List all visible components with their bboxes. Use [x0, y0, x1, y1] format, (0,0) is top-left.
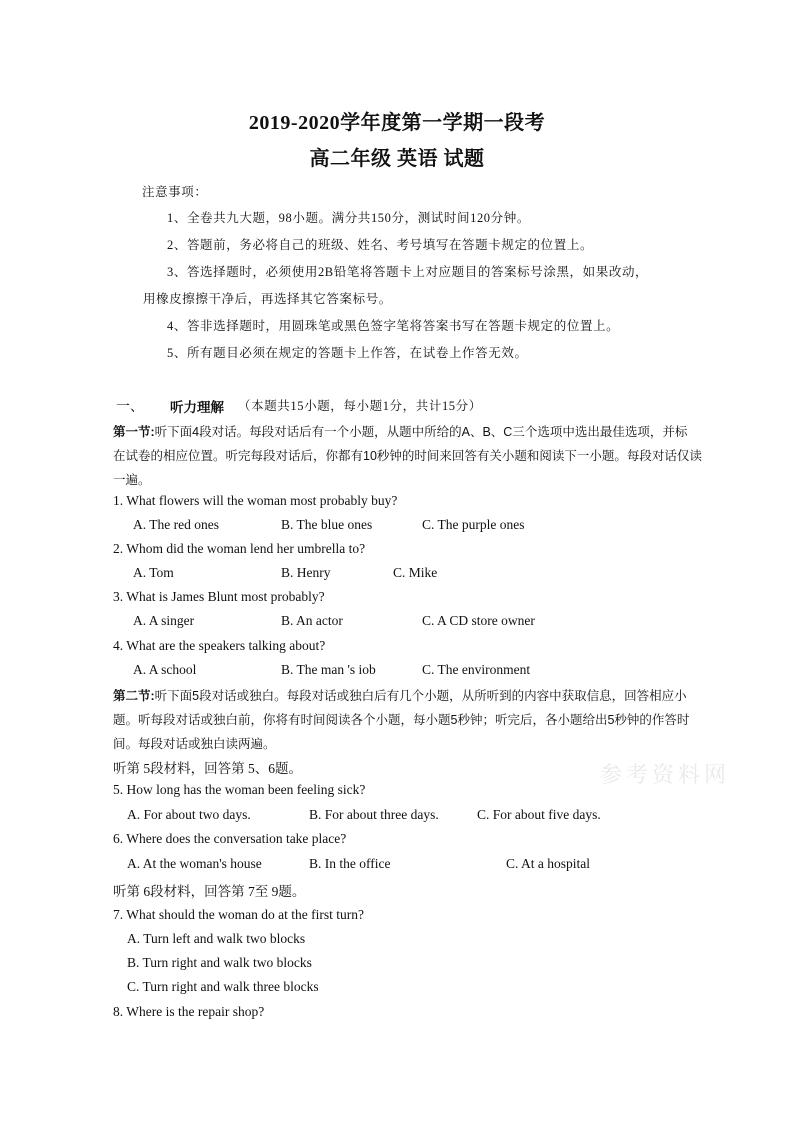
option-b: B. An actor — [281, 613, 343, 628]
option-a: A. Turn left and walk two blocks — [127, 931, 306, 946]
notice-item: 1、全卷共九大题，98小题。满分共150分，测试时间120分钟。 — [167, 211, 530, 225]
option-b: B. For about three days. — [309, 807, 439, 822]
material-heading: 听第 6段材料，回答第 7至 9题。 — [113, 884, 306, 899]
option-c: C. For about five days. — [477, 807, 601, 822]
section-note: （本题共15小题，每小题1分，共计15分） — [238, 399, 482, 413]
section-name: 听力理解 — [170, 400, 224, 415]
exam-subtitle: 高二年级 英语 试题 — [309, 148, 485, 170]
option-a: A. A singer — [133, 613, 195, 628]
watermark: 参考资料网 — [600, 763, 731, 788]
option-a: A. Tom — [133, 565, 174, 580]
question-text: 4. What are the speakers talking about? — [113, 638, 326, 653]
option-a: A. The red ones — [133, 517, 219, 532]
part1-instructions — [113, 422, 687, 440]
notice-item: 2、答题前，务必将自己的班级、姓名、考号填写在答题卡规定的位置上。 — [167, 238, 594, 252]
instruction-line: 一遍。 — [113, 473, 151, 487]
part-label: 第二节: — [113, 689, 155, 703]
exam-title: 2019-2020学年度第一学期一段考 — [248, 112, 546, 134]
question-text: 1. What flowers will the woman most probably buy? — [113, 493, 398, 508]
instruction-text: 听下面5段对话或独白。每段对话或独白后有几个小题，从所听到的内容中获取信息，回答相应小 — [154, 689, 687, 703]
part-label: 第一节: — [113, 425, 155, 439]
question-text: 3. What is James Blunt most probably? — [113, 589, 325, 604]
notice-item: 用橡皮擦擦干净后，再选择其它答案标号。 — [143, 292, 392, 306]
question-text: 5. How long has the woman been feeling sick? — [113, 782, 366, 797]
instruction-text: 听下面4段对话。每段对话后有一个小题，从题中所给的A、B、C三个选项中选出最佳选项，并标 — [154, 425, 688, 439]
question-text: 7. What should the woman do at the first turn? — [113, 907, 364, 922]
option-c: C. At a hospital — [506, 856, 590, 871]
notice-item: 4、答非选择题时，用圆珠笔或黑色签字笔将答案书写在答题卡规定的位置上。 — [167, 319, 620, 333]
section-number: 一、 — [116, 400, 144, 415]
option-b: B. In the office — [309, 856, 391, 871]
option-b: B. Henry — [281, 565, 331, 580]
notice-heading: 注意事项： — [142, 185, 208, 199]
notice-item: 3、答选择题时，必须使用2B铅笔将答题卡上对应题目的答案标号涂黑，如果改动， — [167, 265, 649, 279]
material-heading: 听第 5段材料，回答第 5、6题。 — [113, 761, 302, 776]
option-b: B. The blue ones — [281, 517, 373, 532]
option-a: A. At the woman's house — [127, 856, 262, 871]
option-a: A. A school — [133, 662, 197, 677]
notice-item: 5、所有题目必须在规定的答题卡上作答，在试卷上作答无效。 — [167, 346, 528, 360]
option-c: C. The environment — [422, 662, 531, 677]
option-c: C. The purple ones — [422, 517, 525, 532]
part2-instructions — [113, 686, 687, 704]
option-a: A. For about two days. — [127, 807, 251, 822]
option-c: C. A CD store owner — [422, 613, 535, 628]
question-text: 6. Where does the conversation take place? — [113, 831, 347, 846]
question-text: 2. Whom did the woman lend her umbrella to? — [113, 541, 366, 556]
option-c: C. Mike — [393, 565, 438, 580]
instruction-line: 间。每段对话或独白读两遍。 — [113, 737, 276, 751]
instruction-line: 在试卷的相应位置。听完每段对话后，你都有10秒钟的时间来回答有关小题和阅读下一小题。每段对话仅读 — [113, 449, 702, 463]
question-text: 8. Where is the repair shop? — [113, 1004, 265, 1019]
option-b: B. The man 's iob — [281, 662, 376, 677]
instruction-line: 题。听每段对话或独白前，你将有时间阅读各个小题，每小题5秒钟；听完后，各小题给出5秒钟的作答时 — [113, 713, 690, 727]
option-c: C. Turn right and walk three blocks — [127, 979, 319, 994]
option-b: B. Turn right and walk two blocks — [127, 955, 312, 970]
